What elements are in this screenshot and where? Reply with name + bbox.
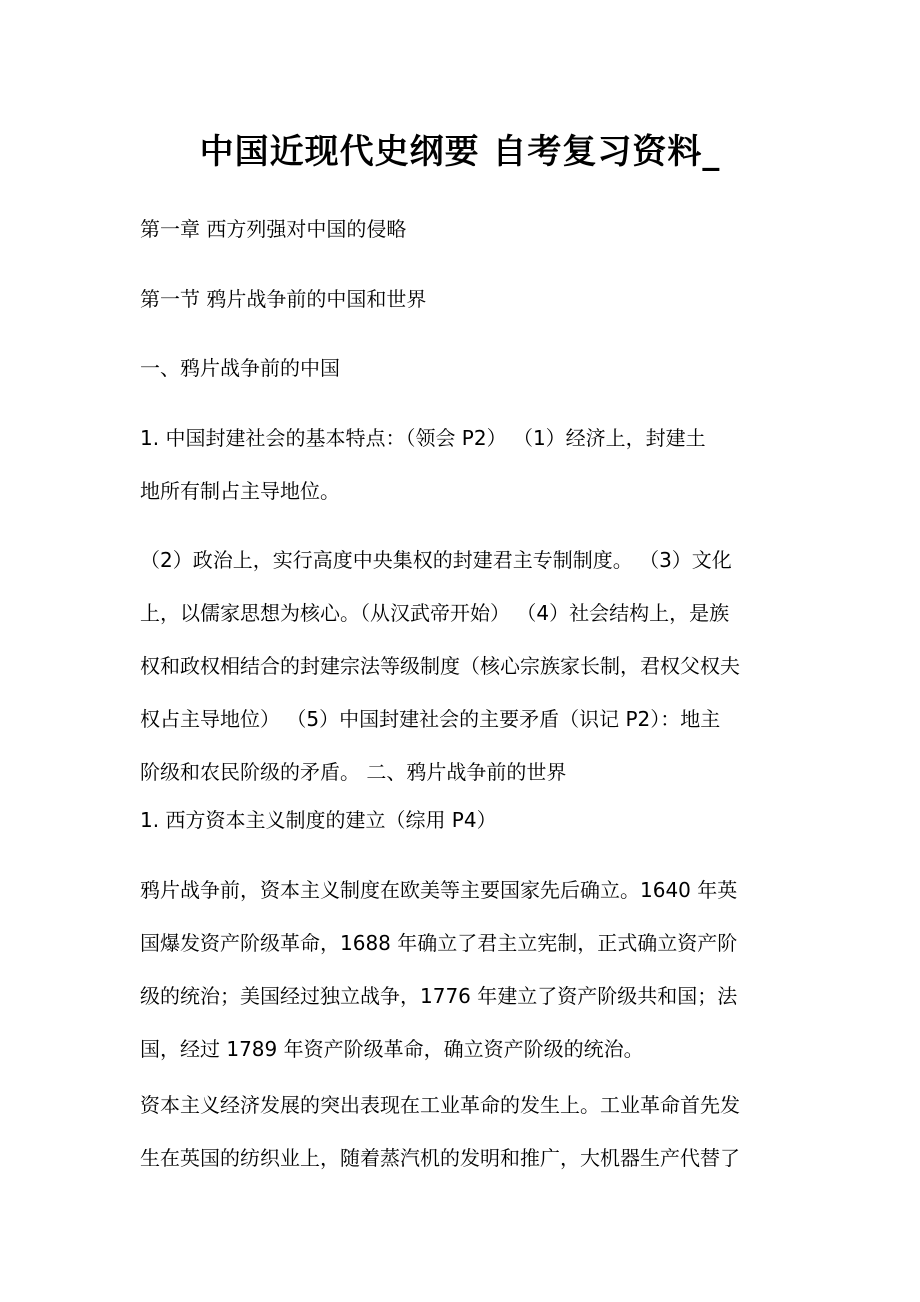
- text-line: 资本主义经济发展的突出表现在工业革命的发生上。工业革命首先发: [140, 1093, 740, 1117]
- text-line: 国，经过 1789 年资产阶级革命，确立资产阶级的统治。: [140, 1037, 644, 1061]
- paragraph-capitalism-established: [140, 864, 790, 1076]
- text-line: 级的统治；美国经过独立战争，1776 年建立了资产阶级共和国；法: [140, 984, 738, 1008]
- text-line: 地所有制占主导地位。: [140, 479, 340, 503]
- text-line: （2）政治上，实行高度中央集权的封建君主专制制度。 （3）文化: [140, 548, 732, 572]
- text-line: 权和政权相结合的封建宗法等级制度（核心宗族家长制，君权父权夫: [140, 654, 740, 678]
- chapter-heading: 第一章 西方列强对中国的侵略: [140, 217, 407, 241]
- paragraph-industrial-revolution: [140, 1079, 790, 1185]
- text-line: 国爆发资产阶级革命，1688 年确立了君主立宪制，正式确立资产阶: [140, 931, 738, 955]
- text-line: 鸦片战争前，资本主义制度在欧美等主要国家先后确立。1640 年英: [140, 878, 738, 902]
- text-line: 生在英国的纺织业上，随着蒸汽机的发明和推广，大机器生产代替了: [140, 1146, 740, 1170]
- text-line: 权占主导地位） （5）中国封建社会的主要矛盾（识记 P2）：地主: [140, 707, 721, 731]
- text-line: 上，以儒家思想为核心。（从汉武帝开始） （4）社会结构上，是族: [140, 601, 730, 625]
- text-line: 阶级和农民阶级的矛盾。 二、鸦片战争前的世界: [140, 760, 567, 784]
- item-heading-capitalism: 1. 西方资本主义制度的建立（综用 P4）: [140, 808, 497, 832]
- paragraph-political-cultural: [140, 534, 790, 799]
- document-title: 中国近现代史纲要 自考复习资料_: [199, 132, 721, 172]
- text-line: 1. 中国封建社会的基本特点：（领会 P2） （1）经济上，封建土: [140, 426, 706, 450]
- subsection-heading: 一、鸦片战争前的中国: [140, 356, 340, 380]
- section-heading: 第一节 鸦片战争前的中国和世界: [140, 287, 427, 311]
- paragraph-feudal-features: [140, 412, 790, 518]
